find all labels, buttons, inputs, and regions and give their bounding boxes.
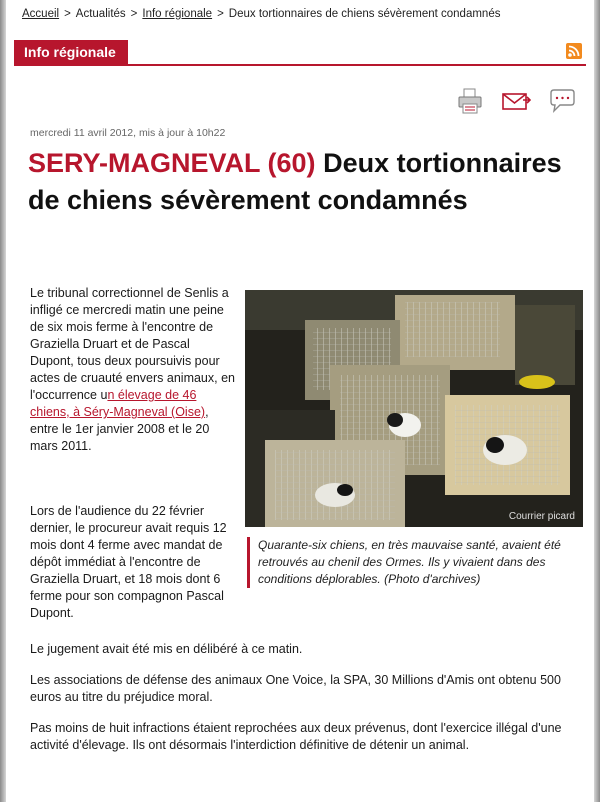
article-paragraph-5: Pas moins de huit infractions étaient reprochées aux deux prévenus, dont l'exercice illégal d'une activité d'élevage. Ils ont désormais l'interdiction définitive de détenir un animal. bbox=[30, 721, 562, 752]
breadcrumb-separator: > bbox=[64, 8, 71, 20]
paragraph-1-text: Le tribunal correctionnel de Senlis a infligé ce mercredi matin une peine de six mois ferme à l'encontre de Graziella Druart et de Pascal Dupont, tous deux poursuivis pour actes de cruauté envers animaux, en l'occurrence u bbox=[30, 286, 235, 402]
breadcrumb-item-current: Deux tortionnaires de chiens sévèrement condamnés bbox=[228, 8, 501, 20]
article-dateline: mercredi 11 avril 2012, mis à jour à 10h22 bbox=[30, 127, 226, 139]
rubric-tab[interactable]: Info régionale bbox=[14, 40, 128, 64]
article-paragraph-1 bbox=[30, 285, 235, 455]
breadcrumb-item-news: Actualités bbox=[75, 8, 126, 20]
mail-icon[interactable] bbox=[501, 87, 531, 115]
article-headline bbox=[28, 145, 583, 219]
photo-caption: Quarante-six chiens, en très mauvaise santé, avaient été retrouvés au chenil des Ormes. Ils y vivaient dans des conditions déplorables. (Photo d'archives) bbox=[247, 537, 590, 588]
print-icon[interactable] bbox=[455, 87, 485, 115]
rubric-header bbox=[14, 40, 586, 66]
article-paragraph-3: Le jugement avait été mis en délibéré à ce matin. bbox=[30, 642, 303, 656]
article-paragraph-4: Les associations de défense des animaux One Voice, la SPA, 30 Millions d'Amis ont obtenu 500 euros au titre du préjudice moral. bbox=[30, 673, 561, 704]
article-paragraph-2: Lors de l'audience du 22 février dernier, le procureur avait requis 12 mois dont 4 ferme avec mandat de dépôt immédiat à l'encontre de Graziella Druart, et 18 mois dont 6 ferme pour son compagnon Pascal Dupont. bbox=[30, 504, 227, 620]
paragraph-1-text-end: , entre le 1er janvier 2008 et le 20 mars 2011. bbox=[30, 405, 210, 453]
breadcrumb-separator: > bbox=[217, 8, 224, 20]
breadcrumb-link-regional[interactable]: Info régionale bbox=[142, 8, 213, 20]
photo-credit: Courrier picard bbox=[508, 511, 575, 522]
breadcrumb bbox=[22, 8, 500, 20]
headline-title: Deux tortionnaires de chiens sévèrement condamnés bbox=[28, 148, 562, 215]
article-photo bbox=[245, 290, 583, 527]
window-frame-left bbox=[0, 0, 6, 802]
headline-place: SERY-MAGNEVAL (60) bbox=[28, 148, 316, 178]
related-article-link[interactable]: n élevage de 46 chiens, à Séry-Magneval (Oise) bbox=[30, 388, 206, 419]
comment-icon[interactable] bbox=[547, 87, 577, 115]
rss-icon[interactable] bbox=[566, 43, 582, 59]
photo-illustration bbox=[245, 290, 583, 527]
breadcrumb-separator: > bbox=[130, 8, 138, 20]
breadcrumb-link-home[interactable]: Accueil bbox=[22, 8, 60, 20]
window-frame-right bbox=[594, 0, 600, 802]
article-tools bbox=[455, 87, 580, 117]
